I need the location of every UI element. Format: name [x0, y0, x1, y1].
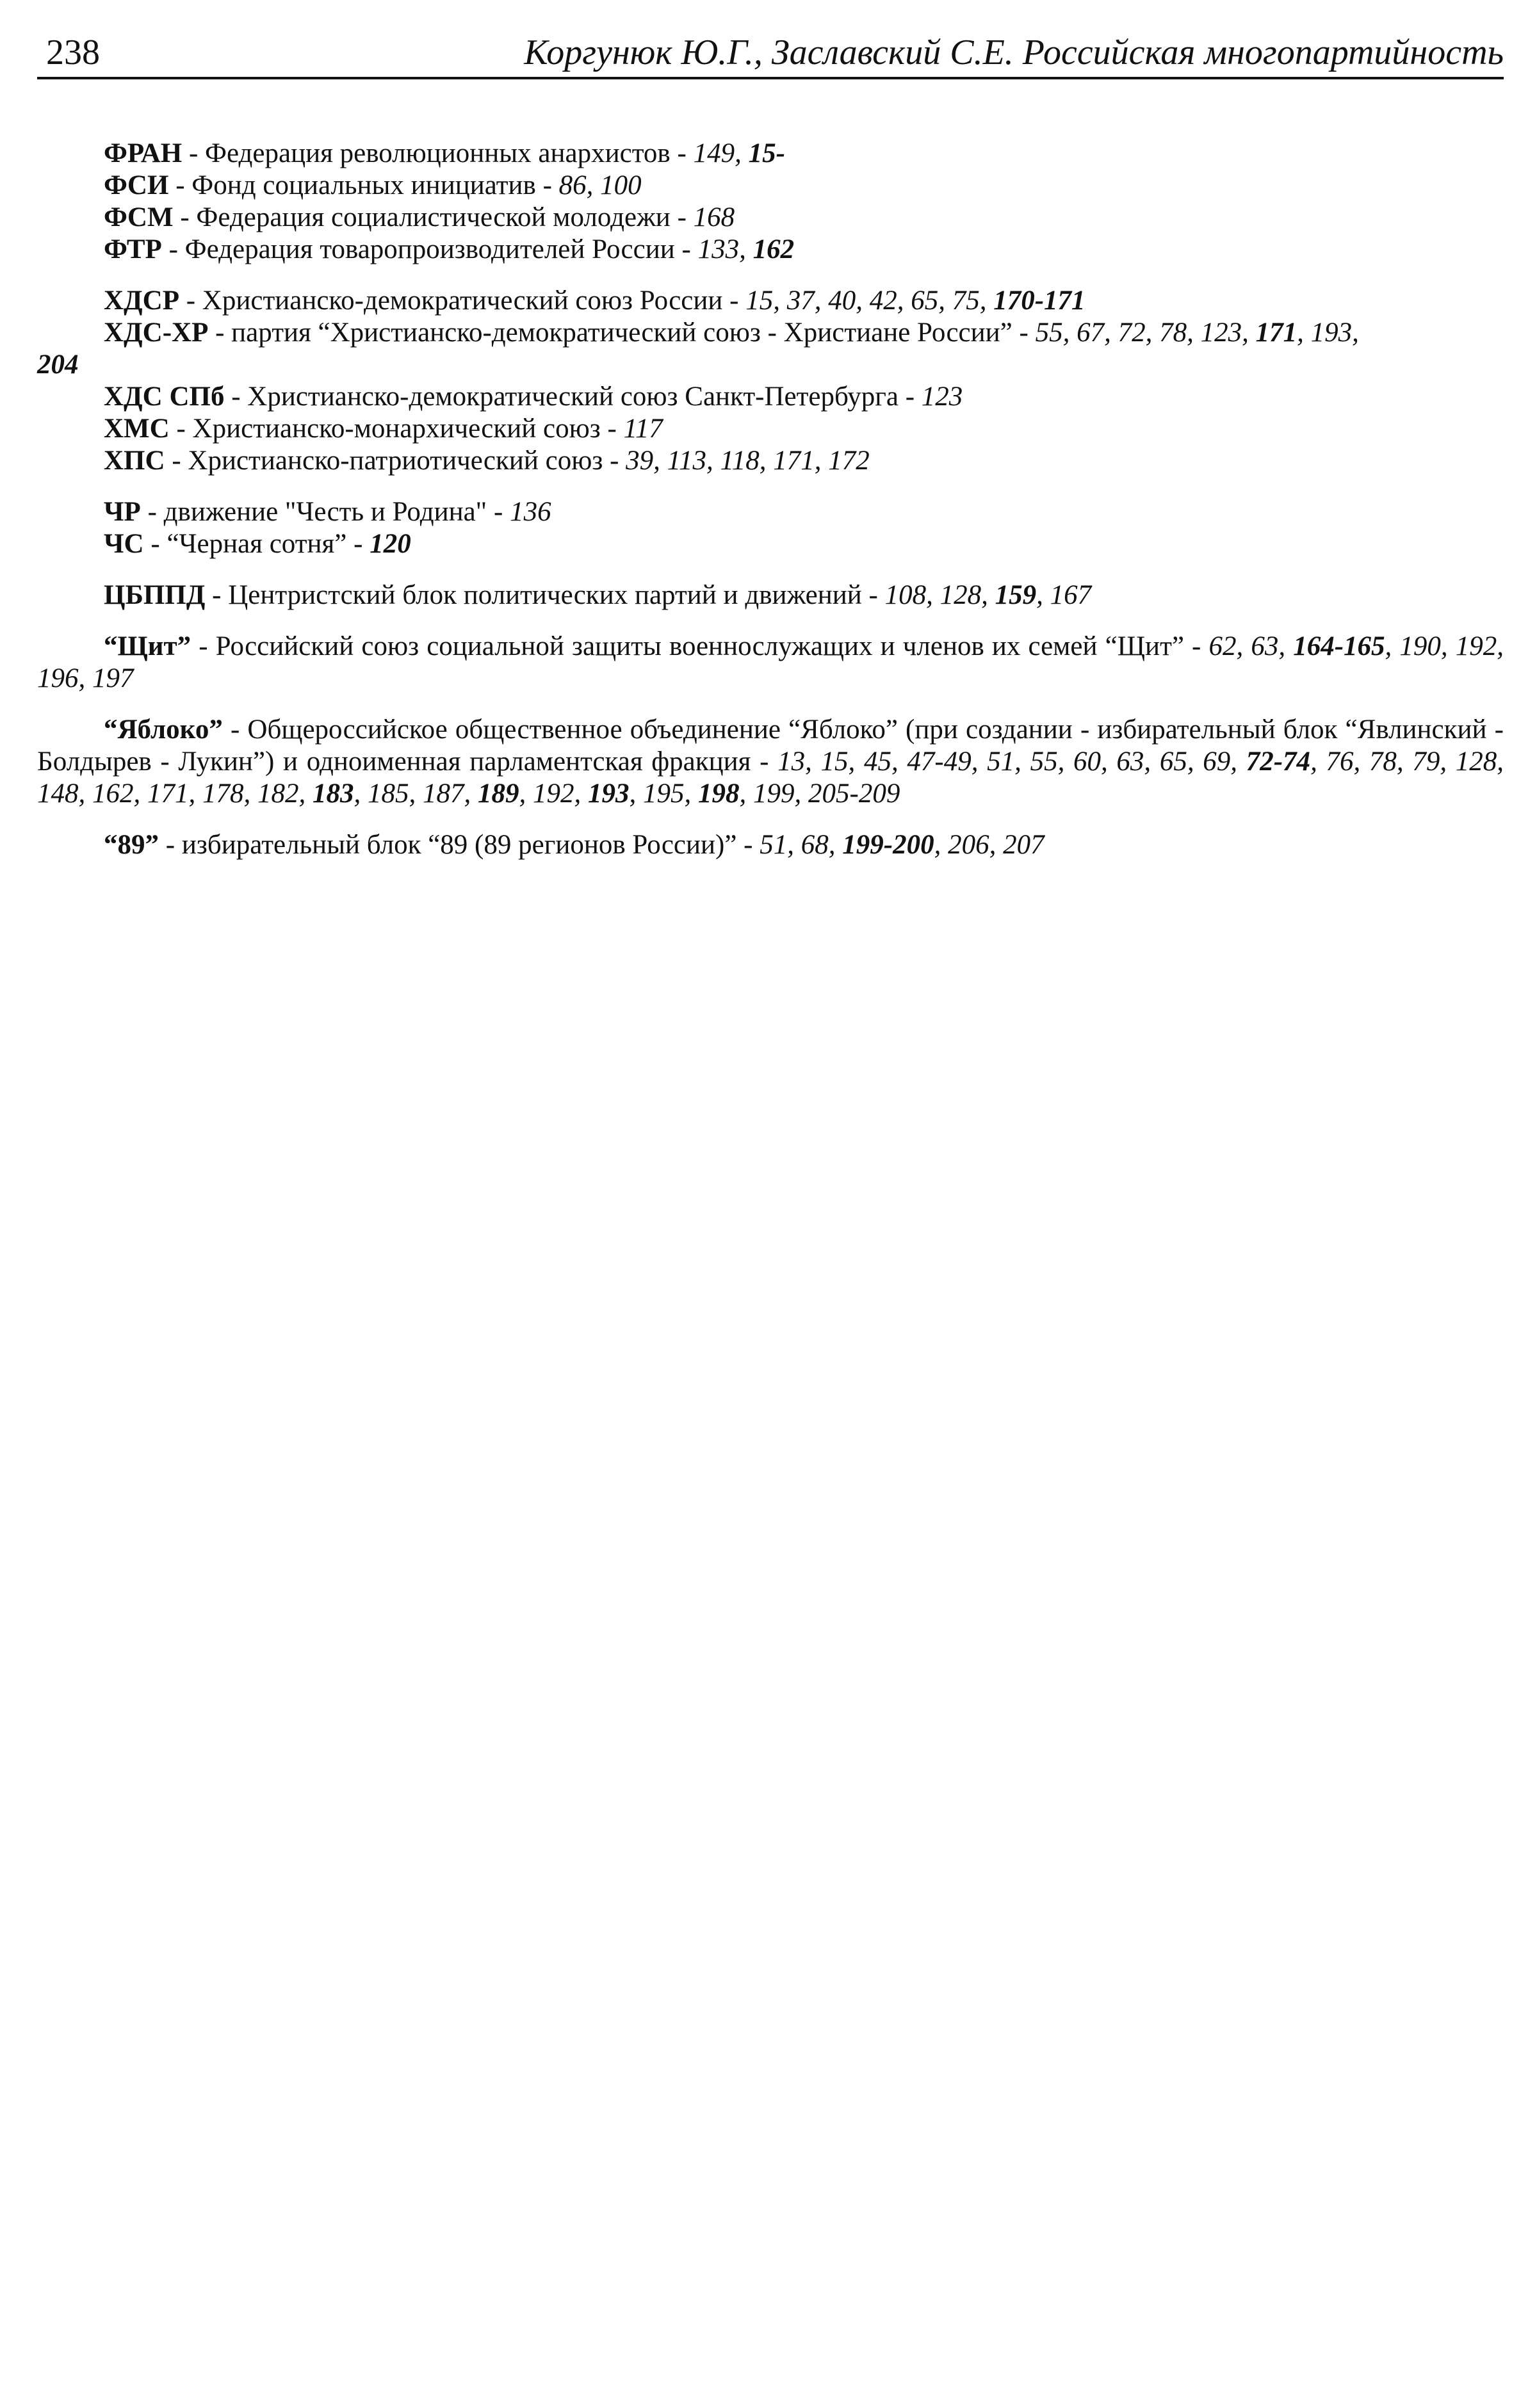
- entry-separator: -: [159, 830, 182, 860]
- page-ref: , 167: [1036, 580, 1092, 610]
- entry-pages: [370, 529, 411, 559]
- entry-pages: [694, 202, 735, 232]
- page-ref-bold: 72-74: [1246, 747, 1311, 777]
- entry-separator: -: [222, 715, 248, 745]
- entry-separator: -: [182, 138, 206, 168]
- entry-pages: [922, 382, 963, 412]
- page-ref-bold: 170-171: [993, 286, 1086, 316]
- entry-description: Христианско-монархический союз: [192, 414, 601, 444]
- entry-separator: -: [179, 286, 202, 316]
- entry-pages: [510, 497, 551, 527]
- page-ref: , 185, 187,: [354, 779, 478, 809]
- entry-abbreviation: ФСМ: [104, 202, 174, 232]
- entry-description: Центристский блок политических партий и движений: [228, 580, 862, 610]
- entry-description: партия “Христианско-демократический союз - Христиане России”: [231, 318, 1012, 348]
- page-ref-bold: 183: [313, 779, 354, 809]
- index-entry-fsi: [37, 170, 1504, 202]
- entry-description: Федерация социалистической молодежи: [196, 202, 671, 232]
- entry-separator: -: [670, 202, 694, 232]
- entry-description: “Черная сотня”: [167, 529, 347, 559]
- page-ref-bold: 120: [370, 529, 411, 559]
- page-ref-bold: 198: [698, 779, 740, 809]
- index-entry-khdsr: [37, 285, 1504, 317]
- index-entry-ftr: [37, 234, 1504, 266]
- index-entry-chr: [37, 496, 1504, 528]
- entry-abbreviation: ЧС: [104, 529, 144, 559]
- page-ref: , 199, 205-209: [739, 779, 900, 809]
- page-ref: 149,: [693, 138, 749, 168]
- page-ref: 133,: [697, 234, 753, 264]
- page-ref: 168: [693, 202, 735, 232]
- page-ref-bold: 15-: [748, 138, 785, 168]
- page-ref: , 190, 192, 196, 197: [37, 631, 1504, 693]
- page-ref: , 195,: [629, 779, 698, 809]
- entry-separator: -: [165, 446, 188, 476]
- entry-separator: -: [208, 318, 232, 348]
- page-ref: , 193,: [1297, 318, 1359, 348]
- page-ref: 39, 113, 118, 171, 172: [626, 446, 870, 476]
- entry-separator: -: [346, 529, 370, 559]
- entry-abbreviation: ЦБППД: [104, 580, 206, 610]
- entry-separator: -: [487, 497, 510, 527]
- index-entry-khds-khr: [37, 317, 1504, 381]
- page-ref: 86, 100: [558, 170, 642, 200]
- page-ref-bold: 189: [478, 779, 519, 809]
- page-ref-bold: 171: [1255, 318, 1297, 348]
- entry-separator: -: [600, 414, 624, 444]
- entry-description: Христианско-демократический союз Санкт-Петербурга: [247, 382, 899, 412]
- entry-pages-overflow: 204: [37, 350, 79, 380]
- entry-pages: [559, 170, 642, 200]
- page-ref: , 206, 207: [934, 830, 1045, 860]
- page-ref: 136: [510, 497, 551, 527]
- entry-separator: -: [751, 747, 778, 777]
- index-entry-khps: [37, 445, 1504, 477]
- entry-abbreviation: “Яблоко”: [104, 715, 223, 745]
- entry-abbreviation: “Щит”: [104, 631, 191, 661]
- entry-separator: -: [1012, 318, 1036, 348]
- entry-description: Российский союз социальной защиты военнослужащих и членов их семей “Щит”: [215, 631, 1184, 661]
- page-ref: 123: [921, 382, 963, 412]
- page-ref: 117: [623, 414, 663, 444]
- index-entry-fran: [37, 138, 1504, 170]
- entry-pages: [745, 286, 1085, 316]
- index-entry-shchit: [37, 631, 1504, 695]
- entry-separator: -: [191, 631, 216, 661]
- entry-abbreviation: ХПС: [104, 446, 165, 476]
- entry-separator: -: [205, 580, 229, 610]
- entry-separator: -: [1183, 631, 1209, 661]
- entry-pages: [624, 414, 663, 444]
- page-ref-bold: 193: [588, 779, 630, 809]
- index-entry-khds-spb: [37, 381, 1504, 413]
- entry-description: Федерация революционных анархистов: [205, 138, 671, 168]
- page-ref: 13, 15, 45, 47-49, 51, 55, 60, 63, 65, 69,: [777, 747, 1246, 777]
- page-ref: 108, 128,: [884, 580, 995, 610]
- entry-pages: [885, 580, 1092, 610]
- entry-separator: -: [603, 446, 626, 476]
- entry-abbreviation: ХДСР: [104, 286, 179, 316]
- page-ref-bold: 164-165: [1293, 631, 1385, 661]
- entry-abbreviation: ХМС: [104, 414, 170, 444]
- index-entry-yabloko: [37, 714, 1504, 810]
- index-entry-tsbppd: [37, 579, 1504, 611]
- entry-description: Федерация товаропроизводителей России: [184, 234, 675, 264]
- page-ref: 51, 68,: [760, 830, 843, 860]
- page-ref-bold: 162: [752, 234, 795, 264]
- entry-description: движение "Честь и Родина": [163, 497, 487, 527]
- entry-separator: -: [898, 382, 922, 412]
- page-ref: , 192,: [519, 779, 588, 809]
- entry-abbreviation: ХДС СПб: [104, 382, 225, 412]
- entry-separator: -: [861, 580, 885, 610]
- page-ref-bold: 159: [995, 580, 1037, 610]
- index-entries: [37, 138, 1504, 861]
- entry-separator: -: [169, 414, 193, 444]
- entry-separator: -: [722, 286, 746, 316]
- page-ref: 55, 67, 72, 78, 123,: [1035, 318, 1256, 348]
- entry-separator: -: [670, 138, 694, 168]
- running-title: Коргунюк Ю.Г., Заславский С.Е. Российская многопартийность: [524, 33, 1504, 72]
- entry-description: Христианско-демократический союз России: [202, 286, 723, 316]
- entry-description: Общероссийское общественное объединение “Яблоко” (при создании - избирательный блок “Явлинский - Болдырев - Лукин”) и одноименная парламентская фракция: [37, 715, 1504, 777]
- entry-separator: -: [736, 830, 760, 860]
- entry-separator: -: [674, 234, 698, 264]
- page-ref: 15, 37, 40, 42, 65, 75,: [745, 286, 994, 316]
- entry-separator: -: [224, 382, 248, 412]
- index-entry-chs: [37, 528, 1504, 560]
- entry-separator: -: [161, 234, 185, 264]
- entry-pages: [694, 138, 785, 168]
- page-ref: , 76, 78, 79, 128, 148, 162, 171, 178, 182,: [37, 747, 1504, 809]
- entry-separator: -: [535, 170, 559, 200]
- entry-abbreviation: ФТР: [104, 234, 162, 264]
- index-entry-89: [37, 829, 1504, 861]
- entry-separator: -: [173, 202, 197, 232]
- entry-separator: -: [140, 497, 164, 527]
- entry-separator: -: [168, 170, 192, 200]
- page-ref-bold: 199-200: [842, 830, 934, 860]
- entry-abbreviation: ХДС-ХР: [104, 318, 209, 348]
- entry-abbreviation: ФРАН: [104, 138, 183, 168]
- entry-abbreviation: ЧР: [104, 497, 141, 527]
- entry-abbreviation: ФСИ: [104, 170, 169, 200]
- entry-description: избирательный блок “89 (89 регионов России)”: [181, 830, 737, 860]
- index-entry-khms: [37, 413, 1504, 445]
- page-ref: 62, 63,: [1208, 631, 1294, 661]
- entry-separator: -: [143, 529, 167, 559]
- index-entry-fsm: [37, 202, 1504, 234]
- entry-description: Христианско-патриотический союз: [188, 446, 603, 476]
- entry-description: Фонд социальных инициатив: [191, 170, 536, 200]
- entry-pages: [760, 830, 1044, 860]
- page-number: 238: [46, 33, 100, 72]
- entry-pages: [626, 446, 870, 476]
- entry-pages: [1036, 318, 1359, 348]
- entry-abbreviation: “89”: [104, 830, 159, 860]
- entry-pages: [698, 234, 795, 264]
